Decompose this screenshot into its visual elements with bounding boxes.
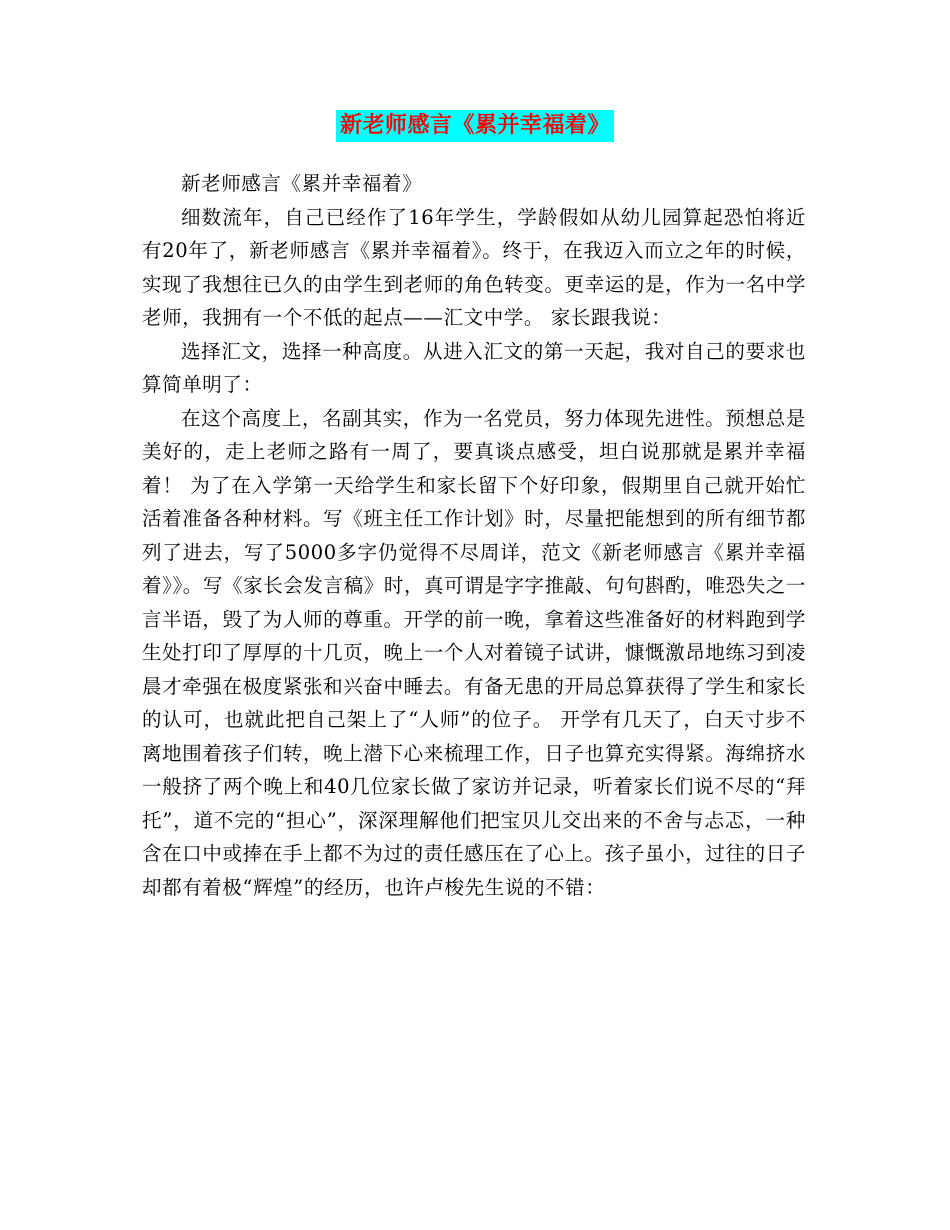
document-title: 新老师感言《累并幸福着》 bbox=[336, 110, 614, 142]
paragraph-intro: 细数流年，自己已经作了16年学生，学龄假如从幼儿园算起恐怕将近有20年了，新老师感言《累并幸福着》。终于，在我迈入而立之年的时候，实现了我想往已久的由学生到老师的角色转变。更幸运的是，作为一名中学老师，我拥有一个不低的起点——汇文中学。 家长跟我说： bbox=[142, 205, 806, 329]
document-body bbox=[142, 167, 806, 904]
paragraph-choice: 选择汇文，选择一种高度。从进入汇文的第一天起，我对自己的要求也算简单明了： bbox=[142, 339, 806, 396]
paragraph-subtitle: 新老师感言《累并幸福着》 bbox=[181, 172, 423, 195]
title-container bbox=[0, 110, 950, 142]
paragraph-main: 在这个高度上，名副其实，作为一名党员，努力体现先进性。预想总是美好的，走上老师之路有一周了，要真谈点感受，坦白说那就是累并幸福着！ 为了在入学第一天给学生和家长留下个好印象，假期里自己就开始忙活着准备各种材料。写《班主任工作计划》时，尽量把能想到的所有细节都列了进去，写了5000多字仍觉得不尽周详，范文《新老师感言《累并幸福着》》。写《家长会发言稿》时，真可谓是字字推敲、句句斟酌，唯恐失之一言半语，毁了为人师的尊重。开学的前一晚，拿着这些准备好的材料跑到学生处打印了厚厚的十几页，晚上一个人对着镜子试讲，慷慨激昂地练习到凌晨才牵强在极度紧张和兴奋中睡去。有备无患的开局总算获得了学生和家长的认可，也就此把自己架上了“人师”的位子。 开学有几天了，白天寸步不离地围着孩子们转，晚上潜下心来梳理工作，日子也算充实得紧。海绵挤水一般挤了两个晚上和40几位家长做了家访并记录，听着家长们说不尽的“拜托”，道不完的“担心”，深深理解他们把宝贝儿交出来的不舍与忐忑，一种含在口中或捧在手上都不为过的责任感压在了心上。孩子虽小，过往的日子却都有着极“辉煌”的经历，也许卢梭先生说的不错： bbox=[142, 406, 806, 899]
